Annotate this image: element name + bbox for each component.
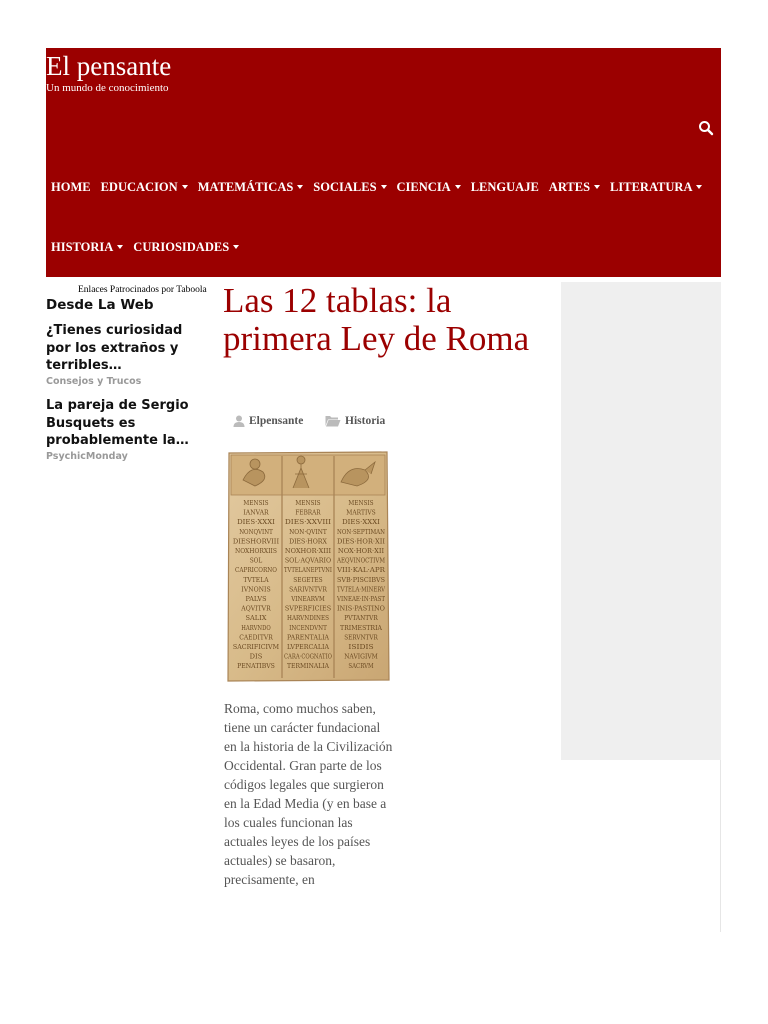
article-category[interactable] <box>325 413 385 429</box>
folder-open-icon <box>325 415 341 427</box>
nav-item-literatura[interactable] <box>605 180 707 195</box>
sidebar-heading: Desde La Web <box>46 297 154 313</box>
site-header <box>46 48 721 277</box>
caret-down-icon <box>182 185 188 189</box>
article-author[interactable] <box>233 413 303 429</box>
sponsored-link-source: PsychicMonday <box>46 450 128 462</box>
caret-down-icon <box>594 185 600 189</box>
nav-item-label[interactable]: CIENCIA <box>396 179 451 194</box>
inscription-line: VINEAE·IN·PAST <box>336 596 386 603</box>
advertisement-placeholder <box>561 282 721 760</box>
inscription-line: DIES·HOR·XII <box>337 538 386 546</box>
inscription-line: DIES·XXXI <box>342 519 381 527</box>
inscription-line: HARVNDO <box>241 624 271 632</box>
inscription-line: HARVNDINES <box>287 615 329 623</box>
nav-item-label[interactable]: HOME <box>51 179 91 194</box>
inscription-line: NOXHORXIIS <box>235 548 277 555</box>
nav-item-label[interactable]: MATEMÁTICAS <box>197 179 294 194</box>
inscription-line: CAPRICORNO <box>235 567 277 575</box>
caret-down-icon <box>117 245 123 249</box>
inscription-line: NONQVINT <box>239 528 274 536</box>
nav-item-historia[interactable] <box>46 240 128 255</box>
nav-item-label[interactable]: LENGUAJE <box>470 179 539 194</box>
inscription-line: VINEARVM <box>290 596 326 603</box>
category-name[interactable]: Historia <box>345 415 386 427</box>
article-body: Roma, como muchos saben, tiene un carácter fundacional en la historia de la Civilización Occidental. Gran parte de los códigos legales que surgieron en la Edad Media (y en base a los cuales funcionan las actuales leyes de los países actuales) se basaron, precisamente, en <box>224 701 393 887</box>
caret-down-icon <box>381 185 387 189</box>
inscription-line: CARA·COGNATIO <box>284 653 332 661</box>
nav-item-home[interactable] <box>46 180 96 195</box>
sponsored-link[interactable] <box>46 322 206 388</box>
inscription-line: VIII·KAL·APR <box>335 567 386 575</box>
site-tagline: Un mundo de conocimiento <box>46 82 169 94</box>
nav-item-matematicas[interactable] <box>193 180 309 195</box>
inscription-line: AEQVINOCTIVM <box>336 557 386 565</box>
caret-down-icon <box>455 185 461 189</box>
inscription-line: NON·SEPTIMAN <box>337 528 386 536</box>
sponsored-link-title[interactable]: ¿Tienes curiosidad por los extraños y terribles… <box>46 323 183 373</box>
inscription-line: TERMINALIA <box>287 663 330 671</box>
nav-item-sociales[interactable] <box>308 180 391 195</box>
inscription-line: AQVITVR <box>240 605 271 613</box>
inscription-line: TVTELA <box>243 576 270 584</box>
inscription-line: INCENDVNT <box>289 624 328 632</box>
inscription-line: NOX·HOR·XII <box>337 548 385 555</box>
article-title: Las 12 tablas: la primera Ley de Roma <box>223 281 530 358</box>
nav-item-educacion[interactable] <box>96 180 193 195</box>
inscription-line: DIES·XXXI <box>237 519 276 527</box>
inscription-line: DIES·HORX <box>289 538 328 546</box>
inscription-line: NAVIGIVM <box>344 653 379 661</box>
sponsored-link-title[interactable]: La pareja de Sergio Busquets es probablemente la… <box>46 398 189 448</box>
inscription-line: PENATIBVS <box>237 663 275 671</box>
inscription-line: MENSIS <box>243 500 269 507</box>
user-icon <box>233 415 245 427</box>
inscription-line: SACRVM <box>348 663 375 671</box>
caret-down-icon <box>297 185 303 189</box>
main-nav-row-1 <box>46 177 707 197</box>
sponsored-link[interactable] <box>46 397 206 463</box>
inscription-line: PVTANTVR <box>344 615 379 623</box>
caret-down-icon <box>696 185 702 189</box>
nav-item-label[interactable]: SOCIALES <box>313 179 377 194</box>
caret-down-icon <box>233 245 239 249</box>
nav-item-artes[interactable] <box>544 180 605 195</box>
nav-item-lenguaje[interactable] <box>466 180 544 195</box>
inscription-line: MARTIVS <box>346 509 376 517</box>
sponsored-label[interactable]: Enlaces Patrocinados por Taboola <box>78 285 207 295</box>
search-icon[interactable] <box>698 120 714 136</box>
inscription-line: CAEDITVR <box>239 634 274 642</box>
inscription-line: NOXHOR·XIII <box>284 548 332 555</box>
nav-item-label[interactable]: HISTORIA <box>51 239 114 254</box>
inscription-line: TVTELA·MINERV <box>337 586 386 594</box>
inscription-line: DIS <box>249 653 263 661</box>
inscription-line: FEBRAR <box>295 509 321 517</box>
inscription-line: DIES·XXVIII <box>284 519 332 527</box>
inscription-line: SERVNTVR <box>344 634 379 642</box>
inscription-line: TRIMESTRIA <box>340 624 383 632</box>
inscription-line: SARIVNTVR <box>289 586 328 594</box>
inscription-line: SOL·AQVARIO <box>284 557 332 565</box>
inscription-line: MENSIS <box>295 500 321 507</box>
inscription-line: TVTELANEPTVNI <box>284 567 333 575</box>
inscription-line: PALVS <box>245 596 267 603</box>
author-name[interactable]: Elpensante <box>249 415 304 427</box>
divider <box>720 760 721 932</box>
inscription-line: SOL <box>249 557 264 565</box>
site-title-link[interactable]: El pensante <box>46 51 172 81</box>
inscription-line: PARENTALIA <box>287 634 330 642</box>
inscription-line: IVNONIS <box>241 586 271 594</box>
nav-item-ciencia[interactable] <box>392 180 466 195</box>
main-nav-row-2 <box>46 237 244 257</box>
roman-calendar-tablet-image <box>225 450 391 684</box>
inscription-line: SALIX <box>245 615 268 623</box>
inscription-line: SVB·PISCIBVS <box>337 576 385 584</box>
inscription-line: ISIDIS <box>348 644 374 651</box>
inscription-line: IANVAR <box>243 509 269 517</box>
inscription-line: INIS·PASTINO <box>337 605 385 613</box>
inscription-line: DIESHORVIII <box>232 538 280 546</box>
inscription-line: SACRIFICIVM <box>232 644 280 651</box>
inscription-line: SVPERFICIES <box>284 605 332 613</box>
nav-item-curiosidades[interactable] <box>128 240 244 255</box>
nav-item-label[interactable]: ARTES <box>548 179 591 194</box>
sponsored-link-source: Consejos y Trucos <box>46 375 142 387</box>
nav-item-label[interactable]: EDUCACION <box>100 179 178 194</box>
inscription-line: MENSIS <box>348 500 374 507</box>
inscription-line: SEGETES <box>293 576 323 584</box>
nav-item-label[interactable]: CURIOSIDADES <box>133 239 230 254</box>
nav-item-label[interactable]: LITERATURA <box>610 179 693 194</box>
inscription-line: NON·QVINT <box>289 528 328 536</box>
inscription-line: LVPERCALIA <box>287 644 330 651</box>
